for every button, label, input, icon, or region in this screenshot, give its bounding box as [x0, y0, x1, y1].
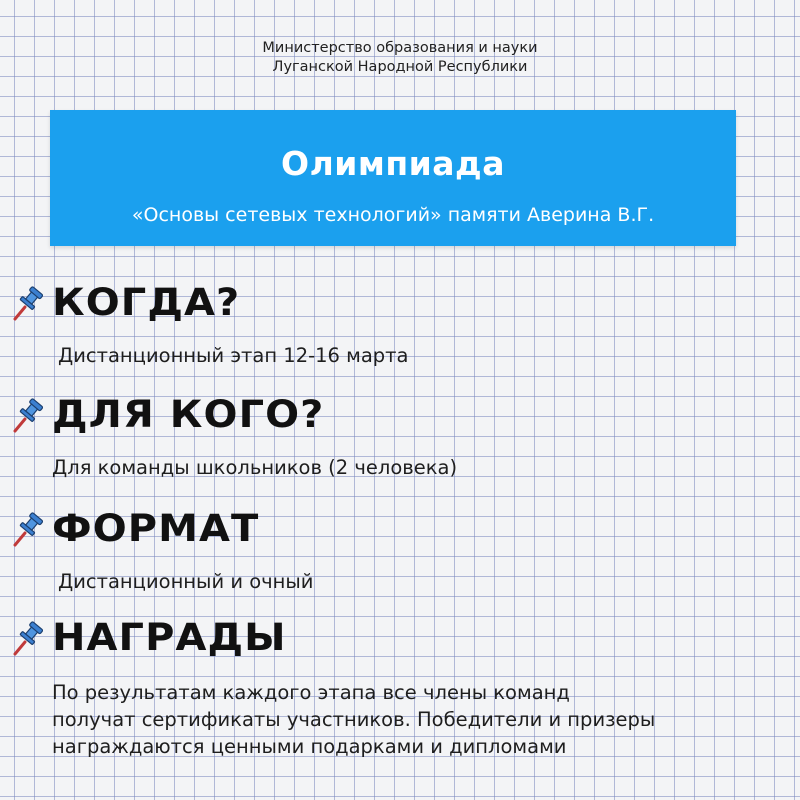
pushpin-icon	[11, 512, 43, 548]
pushpin-icon	[11, 286, 43, 322]
text-for-whom: Для команды школьников (2 человека)	[52, 456, 458, 479]
heading-format: ФОРМАТ	[52, 507, 260, 550]
ministry-line-1: Министерство образования и науки	[262, 40, 538, 56]
text-format: Дистанционный и очный	[58, 570, 314, 593]
awards-line-2: получат сертификаты участников. Победители и призеры	[52, 708, 656, 731]
text-awards	[52, 679, 772, 760]
ministry-header	[0, 39, 800, 77]
olympiad-banner	[50, 110, 736, 246]
pushpin-icon	[11, 398, 43, 434]
awards-line-1: По результатам каждого этапа все члены команд	[52, 681, 570, 704]
heading-awards: НАГРАДЫ	[52, 616, 287, 659]
pushpin-icon	[11, 621, 43, 657]
heading-for-whom: ДЛЯ КОГО?	[52, 393, 325, 436]
banner-subtitle: «Основы сетевых технологий» памяти Аверина В.Г.	[131, 204, 655, 226]
awards-line-3: награждаются ценными подарками и дипломами	[52, 735, 567, 758]
banner-title: Олимпиада	[281, 144, 505, 183]
ministry-line-2: Луганской Народной Республики	[272, 59, 528, 75]
text-when: Дистанционный этап 12-16 марта	[58, 344, 409, 367]
heading-when: КОГДА?	[52, 281, 241, 324]
